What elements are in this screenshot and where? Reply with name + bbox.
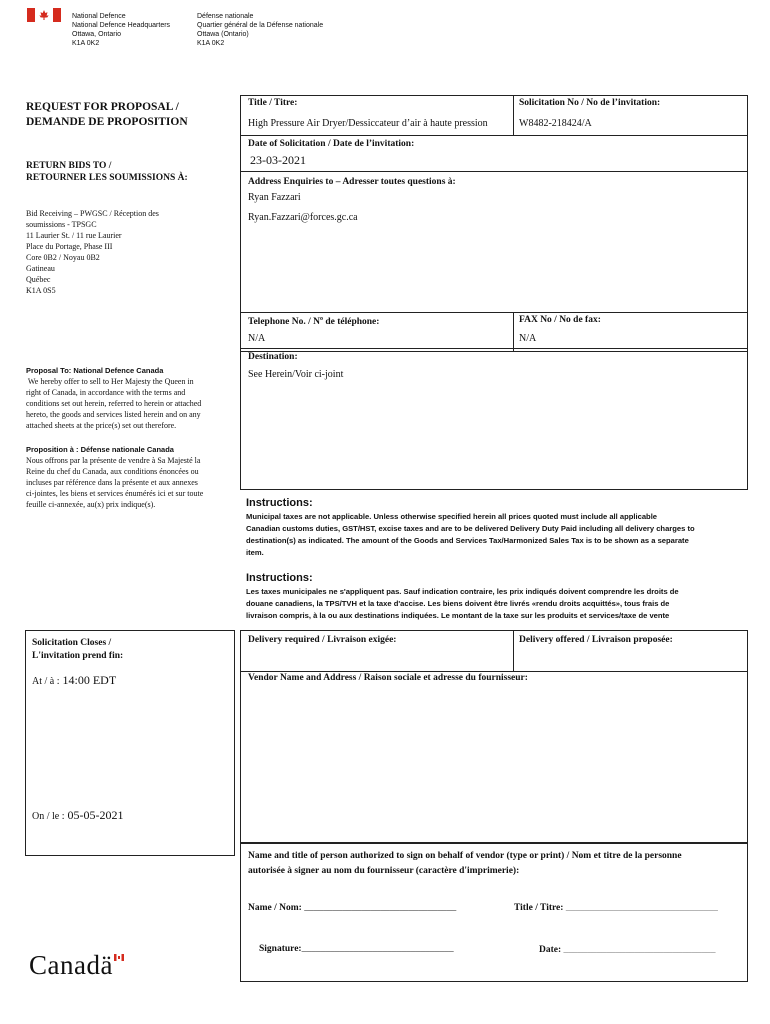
rfp-heading-en: REQUEST FOR PROPOSAL / [26, 101, 179, 113]
proposal-en-line: We hereby offer to sell to Her Majesty the Queen in [26, 377, 194, 386]
title-value: High Pressure Air Dryer/Dessiccateur d’air à haute pression [248, 118, 488, 129]
rfp-heading [26, 100, 188, 130]
return-address [26, 208, 159, 296]
header-en [72, 12, 170, 48]
authorization-label [248, 849, 682, 879]
instructions-fr-title: Instructions: [246, 572, 313, 584]
return-bids-fr: RETOURNER LES SOUMISSIONS À: [26, 173, 188, 183]
at-value: 14:00 EDT [62, 673, 117, 687]
vendor-box[interactable] [240, 671, 748, 843]
signature-label: Signature: [259, 944, 302, 954]
name-label: Name / Nom: [248, 903, 302, 913]
proposal-fr-line: incluses par référence dans la présente et aux annexes [26, 478, 198, 487]
address-line: Québec [26, 275, 51, 284]
header-en-line: National Defence Headquarters [72, 22, 171, 29]
date-field[interactable] [539, 945, 716, 955]
closes-label-en: Solicitation Closes / [32, 638, 112, 648]
header-fr [197, 12, 323, 48]
destination-value: See Herein/Voir ci-joint [248, 369, 344, 380]
header-en-line: National Defence [72, 13, 126, 20]
on-value: 05-05-2021 [67, 808, 124, 822]
address-line: 11 Laurier St. / 11 rue Laurier [26, 231, 122, 240]
solicitation-date-value: 23-03-2021 [250, 153, 306, 167]
address-line: soumissions - TPSGC [26, 220, 97, 229]
closes-time [32, 673, 116, 688]
address-line: Bid Receiving – PWGSC / Réception des [26, 209, 159, 218]
title2-label: Title / Titre: [514, 903, 564, 913]
header-en-line: K1A 0K2 [72, 40, 100, 47]
delivery-required-label: Delivery required / Livraison exigée: [248, 635, 397, 645]
telephone-value: N/A [248, 333, 266, 344]
date2-blank[interactable]: ________________________________ [563, 945, 716, 955]
wordmark-flag-icon [114, 954, 124, 961]
telephone-label-b: de téléphone: [322, 317, 380, 328]
signature-blank[interactable]: ________________________________ [301, 944, 454, 954]
fax-label: FAX No / No de fax: [519, 315, 601, 325]
title2-blank[interactable]: ________________________________ [565, 903, 718, 913]
solicitation-date-label: Date of Solicitation / Date de l’invitation: [248, 139, 415, 149]
proposal-fr-line: feuille ci-annexée, au(x) prix indique(s). [26, 500, 156, 509]
proposal-en-line: hereto, the goods and services listed herein and on any [26, 410, 201, 419]
address-line: Place du Portage, Phase III [26, 242, 113, 251]
instructions-fr-line: livraison compris, à la ou aux destinations indiquées. Le montant de la taxe sur les produits et services/taxe de vente [246, 611, 670, 620]
instructions-en-text [246, 511, 695, 559]
proposal-en-title: Proposal To: National Defence Canada [26, 366, 164, 375]
on-label: On / le : [32, 811, 65, 822]
at-label: At / à : [32, 676, 60, 687]
closes-label-fr: L'invitation prend fin: [32, 651, 124, 661]
title-field[interactable] [514, 903, 718, 913]
proposal-fr-line: Reine du chef du Canada, aux conditions énoncées ou [26, 467, 199, 476]
form-top-box [240, 95, 748, 352]
instructions-en-line: Canadian customs duties, GST/HST, excise taxes and are to be delivered Delivery Duty Paid including all delivery charges to [246, 524, 695, 533]
solicitation-closes-box [25, 630, 235, 856]
solicitation-no-label: Solicitation No / No de l’invitation: [519, 98, 661, 108]
authorization-label-en: Name and title of person authorized to sign on behalf of vendor (type or print) / Nom et titre de la personne [248, 851, 682, 861]
proposal-fr [26, 444, 236, 510]
solicitation-no-value: W8482-218424/A [519, 118, 592, 129]
proposal-en-line: conditions set out herein, referred to herein or attached [26, 399, 202, 408]
closes-label [32, 637, 123, 663]
signature-field[interactable] [259, 944, 454, 954]
address-line: K1A 0S5 [26, 286, 56, 295]
canada-wordmark-text: Canadä [29, 950, 113, 980]
header-fr-line: Quartier général de la Défense nationale [197, 22, 324, 29]
fax-value: N/A [519, 333, 537, 344]
enquiries-label: Address Enquiries to – Adresser toutes questions à: [248, 177, 456, 187]
enquiries-name: Ryan Fazzari [248, 192, 301, 203]
proposal-en-line: attached sheets at the price(s) set out therefore. [26, 421, 177, 430]
vendor-label: Vendor Name and Address / Raison sociale et adresse du fournisseur: [248, 673, 528, 683]
name-blank[interactable]: ________________________________ [304, 903, 457, 913]
instructions-en-line: destination(s) as indicated. The amount of the Goods and Services Tax/Harmonized Sales Tax is to be shown as a separate [246, 536, 689, 545]
canada-wordmark [29, 950, 113, 981]
title-label: Title / Titre: [248, 98, 298, 108]
instructions-en-line: item. [246, 548, 264, 557]
telephone-label [248, 316, 379, 327]
instructions-fr-line: douane canadiens, la TPS/TVH et la taxe d'accise. Les biens doivent être livrés «rendu droits acquittés», tous frais de [246, 599, 670, 608]
instructions-fr-line: Les taxes municipales ne s'appliquent pas. Sauf indication contraire, les prix indiqués doivent comprendre les droits de [246, 587, 679, 596]
address-line: Gatineau [26, 264, 55, 273]
enquiries-email[interactable]: Ryan.Fazzari@forces.gc.ca [248, 212, 358, 223]
header-fr-line: K1A 0K2 [197, 40, 225, 47]
proposal-fr-line: Nous offrons par la présente de vendre à Sa Majesté la [26, 456, 201, 465]
instructions-en-title: Instructions: [246, 497, 313, 509]
header-en-line: Ottawa, Ontario [72, 31, 122, 38]
proposal-en-line: right of Canada, in accordance with the terms and [26, 388, 186, 397]
return-bids-heading [26, 160, 188, 184]
header-fr-line: Ottawa (Ontario) [197, 31, 249, 38]
header-fr-line: Défense nationale [197, 13, 254, 20]
rfp-heading-fr: DEMANDE DE PROPOSITION [26, 116, 188, 128]
proposal-fr-title: Proposition à : Défense nationale Canada [26, 445, 174, 454]
telephone-label-sup: o [319, 316, 323, 322]
name-field[interactable] [248, 903, 456, 913]
proposal-en [26, 365, 236, 431]
telephone-label-a: Telephone No. / N [248, 317, 320, 328]
canada-flag-icon [27, 8, 61, 22]
instructions-fr-text [246, 586, 679, 622]
destination-label: Destination: [248, 352, 298, 362]
date2-label: Date: [539, 945, 562, 955]
delivery-offered-label: Delivery offered / Livraison proposée: [519, 635, 673, 645]
closes-date [32, 808, 124, 823]
proposal-fr-line: ci-jointes, les biens et services énumérés ici et sur toute [26, 489, 204, 498]
return-bids-en: RETURN BIDS TO / [26, 161, 112, 171]
authorization-label-fr: autorisée à signer au nom du fournisseur (caractère d'imprimerie): [248, 866, 520, 876]
instructions-en-line: Municipal taxes are not applicable. Unless otherwise specified herein all prices quoted must include all applicable [246, 512, 658, 521]
address-line: Core 0B2 / Noyau 0B2 [26, 253, 100, 262]
